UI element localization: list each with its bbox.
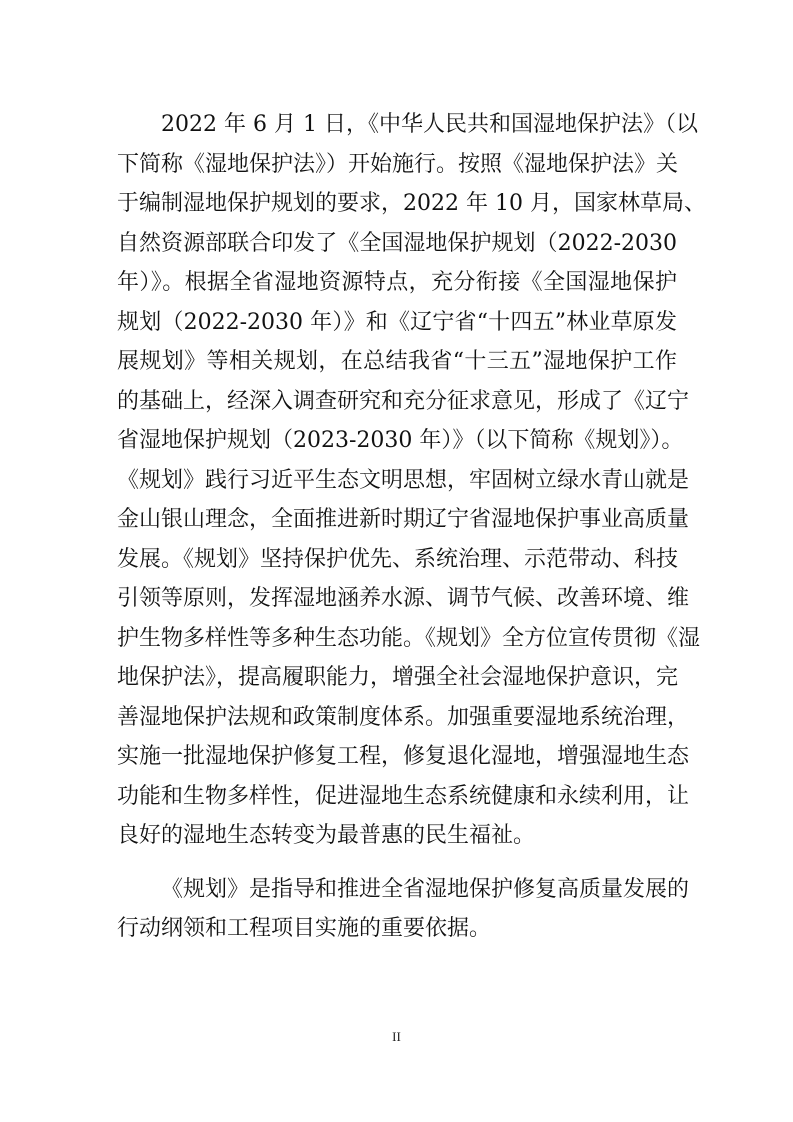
text-line: 地保护法》，提高履职能力，增强全社会湿地保护意识，完 xyxy=(117,665,679,690)
paragraph-spacer xyxy=(117,856,677,870)
text-line: 引领等原则，发挥湿地涵养水源、调节气候、改善环境、维 xyxy=(117,586,690,611)
text-line: 《规划》是指导和推进全省湿地保护修复高质量发展的 xyxy=(161,876,690,902)
text-line: 省湿地保护规划（2023-2030 年）》（以下简称《规划》）。 xyxy=(117,428,684,453)
paragraph-2 xyxy=(117,870,690,949)
text-line: 护生物多样性等多种生态功能。《规划》全方位宣传贯彻《湿 xyxy=(117,625,701,651)
text-line: 功能和生物多样性，促进湿地生态系统健康和永续利用，让 xyxy=(117,783,690,809)
page-number: II xyxy=(392,1029,401,1044)
document-body xyxy=(117,105,706,949)
text-line: 金山银山理念，全面推进新时期辽宁省湿地保护事业高质量 xyxy=(117,507,690,532)
paragraph-1 xyxy=(117,105,706,856)
text-line: 善湿地保护法规和政策制度体系。加强重要湿地系统治理， xyxy=(117,704,690,730)
text-line: 实施一批湿地保护修复工程，修复退化湿地，增强湿地生态 xyxy=(117,744,690,769)
text-line: 《规划》践行习近平生态文明思想，牢固树立绿水青山就是 xyxy=(117,467,690,493)
text-line: 发展。《规划》坚持保护优先、系统治理、示范带动、科技 xyxy=(117,546,679,572)
text-line: 良好的湿地生态转变为最普惠的民生福祉。 xyxy=(117,823,536,848)
text-line: 2022 年 6 月 1 日，《中华人民共和国湿地保护法》（以 xyxy=(161,112,698,137)
text-line: 的基础上，经深入调查研究和充分征求意见，形成了《辽宁 xyxy=(117,388,690,414)
text-line: 行动纲领和工程项目实施的重要依据。 xyxy=(117,916,492,941)
text-line: 年）》。根据全省湿地资源特点，充分衔接《全国湿地保护 xyxy=(117,270,677,295)
text-line: 下简称《湿地保护法》）开始施行。按照《湿地保护法》关 xyxy=(117,151,679,177)
text-line: 自然资源部联合印发了《全国湿地保护规划（2022-2030 xyxy=(117,230,677,256)
text-line: 于编制湿地保护规划的要求，2022 年 10 月，国家林草局、 xyxy=(117,191,706,216)
text-line: 规划（2022-2030 年）》和《辽宁省“十四五”林业草原发 xyxy=(117,309,677,335)
text-line: 展规划》等相关规划，在总结我省“十三五”湿地保护工作 xyxy=(117,349,677,374)
